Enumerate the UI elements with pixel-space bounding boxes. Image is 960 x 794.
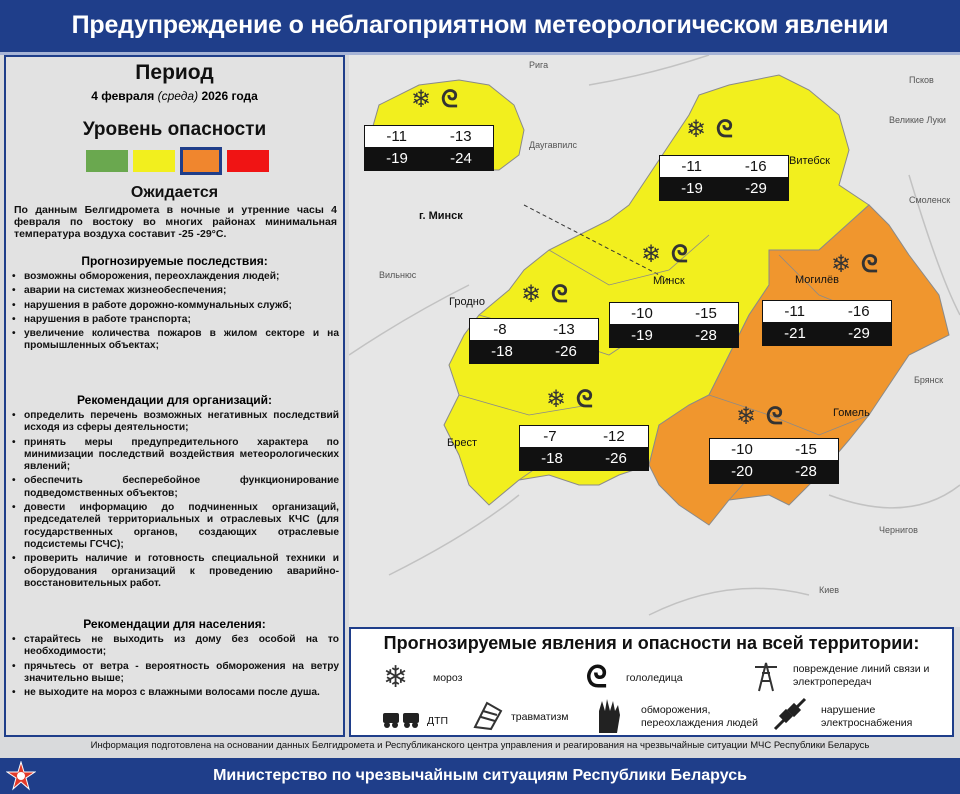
svg-text:❄: ❄: [383, 661, 409, 693]
day-temp-max: -12: [603, 428, 625, 445]
unplugged-icon: [771, 695, 809, 733]
city-minsk-city: г. Минск: [419, 210, 463, 222]
legend-label-power-lines: повреждение линий связи и электропередач: [793, 663, 930, 688]
night-temp-min: -19: [681, 180, 703, 197]
neighbor-label: Великие Луки: [889, 115, 946, 125]
list-item: • не выходите на мороз с влажными волосами после душа.: [12, 687, 339, 699]
neighbor-label: Рига: [529, 60, 549, 70]
snowflake-icon: ❄: [686, 116, 707, 143]
city-brest: Брест: [447, 437, 477, 449]
snowflake-icon: ❄: [411, 86, 432, 113]
list-item: • нарушения в работе транспорта;: [12, 314, 339, 326]
frostbite-hand-icon: [589, 693, 629, 735]
expected-text: По данным Белгидромета в ночные и утренние часы 4 февраля по востоку во многих районах минимальная температура воздуха составит -25 -29°С.: [14, 204, 337, 240]
mogilev-icons: [829, 250, 889, 278]
source-note: Информация подготовлена на основании данных Белгидромета и Республиканского центра управления и реагирования на чрезвычайные ситуации МЧС Республики Беларусь: [90, 740, 870, 751]
city-vitebsk: Витебск: [789, 155, 830, 167]
list-item: • увеличение количества пожаров в жилом секторе и на промышленных объектах;: [12, 328, 339, 353]
injury-icon: [471, 697, 507, 733]
snowflake-icon: ❄: [641, 241, 662, 268]
header-bar: [0, 0, 960, 55]
night-temp-max: -29: [745, 180, 767, 197]
city-mogilev: Могилёв: [795, 274, 839, 286]
period-date-pre: 4 февраля: [91, 89, 158, 103]
legend-label-injury: травматизм: [511, 711, 569, 723]
list-item: • старайтесь не выходить из дому без особой на то необходимости;: [12, 634, 339, 659]
day-temp-min: -10: [731, 441, 753, 458]
night-temp-max: -26: [605, 450, 627, 467]
temp-box-brest: [519, 425, 649, 471]
ice-icon: ᘓ: [441, 86, 458, 113]
legend-label-frost: мороз: [433, 672, 463, 684]
list-item: • определить перечень возможных негативных последствий исходя из сферы деятельности;: [12, 410, 339, 435]
night-temp-max: -29: [848, 325, 870, 342]
gomel-icons: [734, 402, 794, 430]
night-temp-min: -19: [631, 327, 653, 344]
temp-box-mogilev: [762, 300, 892, 346]
org-recs-title: Рекомендации для организаций:: [76, 393, 273, 407]
ice-icon: ᘓ: [861, 251, 878, 278]
vitebsk-icons: [684, 115, 744, 143]
neighbor-label: Даугавпилс: [529, 140, 578, 150]
danger-level-scale: [86, 147, 276, 175]
night-temp-min: -18: [491, 343, 513, 360]
info-panel: [4, 55, 345, 737]
night-temp-max: -26: [555, 343, 577, 360]
minsk-city-icons: [409, 85, 469, 113]
consequences-list: [12, 271, 339, 355]
level-green: [86, 150, 128, 172]
list-item: • нарушения в работе дорожно-коммунальных служб;: [12, 300, 339, 312]
footer-bar: [0, 758, 960, 794]
svg-text:ᘓ: ᘓ: [586, 661, 608, 693]
mchs-emblem-icon: [6, 761, 36, 791]
day-temp-min: -10: [631, 305, 653, 322]
page-title: Предупреждение о неблагоприятном метеорологическом явлении: [71, 11, 889, 39]
city-minsk: Минск: [653, 275, 685, 287]
danger-level-title: Уровень опасности: [82, 119, 267, 140]
day-temp-max: -15: [795, 441, 817, 458]
day-temp-max: -13: [553, 321, 575, 338]
temp-box-vitebsk: [659, 155, 789, 201]
org-recs-list: [12, 410, 339, 592]
expected-title: Ожидается: [130, 184, 219, 201]
legend-label-ice: гололедица: [626, 672, 683, 684]
snowflake-icon: ❄: [521, 281, 542, 308]
day-temp-max: -16: [744, 158, 767, 175]
ice-icon: ᘓ: [766, 403, 783, 430]
snowflake-icon: [381, 659, 415, 693]
ice-icon: [584, 659, 618, 693]
night-temp-min: -21: [784, 325, 806, 342]
night-temp-min: -20: [731, 463, 753, 480]
neighbor-label: Брянск: [914, 375, 944, 385]
legend-title: Прогнозируемые явления и опасности на всей территории:: [383, 633, 920, 653]
temp-box-grodno: [469, 318, 599, 364]
day-temp-max: -13: [449, 128, 472, 145]
list-item: • возможны обморожения, переохлаждения людей;: [12, 271, 339, 283]
ice-icon: ᘓ: [551, 281, 568, 308]
legend-label-accident: ДТП: [427, 715, 449, 727]
population-recs-list: [12, 634, 339, 701]
neighbor-label: Киев: [819, 585, 840, 595]
temp-box-minsk-city: [364, 125, 494, 171]
population-recs-title: Рекомендации для населения:: [83, 617, 266, 631]
period-date-post: 2026 года: [198, 89, 258, 103]
ice-icon: ᘓ: [716, 116, 733, 143]
day-temp-min: -7: [543, 428, 557, 445]
city-grodno: Гродно: [449, 296, 485, 308]
night-temp-max: -28: [695, 327, 717, 344]
night-temp-max: -24: [450, 150, 472, 167]
list-item: • проверить наличие и готовность специальной техники и оборудования организаций к проведению аварийно-восстановительных работ.: [12, 553, 339, 590]
day-temp-min: -11: [386, 128, 407, 145]
snowflake-icon: ❄: [736, 403, 757, 430]
list-item: • довести информацию до подчиненных организаций, председателей территориальных и отраслевых КЧС (для государственных органов, создающих отраслевые подсистемы ГСЧС);: [12, 502, 339, 551]
neighbor-label: Вильнюс: [379, 270, 417, 280]
legend-panel: [349, 627, 954, 737]
consequences-title: Прогнозируемые последствия:: [81, 254, 268, 268]
level-orange-selected: [180, 147, 222, 175]
period-title: Период: [135, 61, 214, 84]
snowflake-icon: ❄: [831, 251, 852, 278]
temp-box-gomel: [709, 438, 839, 484]
car-crash-icon: [381, 703, 423, 731]
neighbor-label: Псков: [909, 75, 934, 85]
legend-label-power-outage: нарушение электроснабжения: [821, 704, 913, 729]
snowflake-icon: ❄: [546, 386, 567, 413]
list-item: • обеспечить бесперебойное функционирование подведомственных объектов;: [12, 475, 339, 500]
day-temp-min: -11: [784, 303, 805, 320]
neighbor-label: Чернигов: [879, 525, 918, 535]
grodno-icons: [519, 280, 579, 308]
ministry-name: Министерство по чрезвычайным ситуациям Республики Беларусь: [213, 767, 747, 784]
map: [349, 55, 960, 627]
period-date: [6, 89, 343, 103]
minsk-icons: [639, 240, 699, 268]
day-temp-min: -8: [493, 321, 507, 338]
day-temp-max: -16: [847, 303, 870, 320]
legend-label-frostbite: обморожения, переохлаждения людей: [641, 704, 759, 729]
temp-box-minsk: [609, 302, 739, 348]
night-temp-min: -18: [541, 450, 563, 467]
list-item: • аварии на системах жизнеобеспечения;: [12, 285, 339, 297]
brest-icons: [544, 385, 604, 413]
night-temp-max: -28: [795, 463, 817, 480]
period-day: (среда): [157, 89, 199, 103]
level-red: [227, 150, 269, 172]
day-temp-min: -11: [681, 158, 702, 175]
level-yellow: [133, 150, 175, 172]
list-item: • прячьтесь от ветра - вероятность обморожения на ветру значительно выше;: [12, 661, 339, 686]
list-item: • принять меры предупредительного характера по минимизации последствий воздействия метеорологических явлений;: [12, 437, 339, 474]
neighbor-label: Смоленск: [909, 195, 951, 205]
ice-icon: ᘓ: [576, 386, 593, 413]
ice-icon: ᘓ: [671, 241, 688, 268]
night-temp-min: -19: [386, 150, 408, 167]
day-temp-max: -15: [695, 305, 717, 322]
power-line-icon: [751, 659, 781, 693]
city-gomel: Гомель: [833, 407, 870, 419]
